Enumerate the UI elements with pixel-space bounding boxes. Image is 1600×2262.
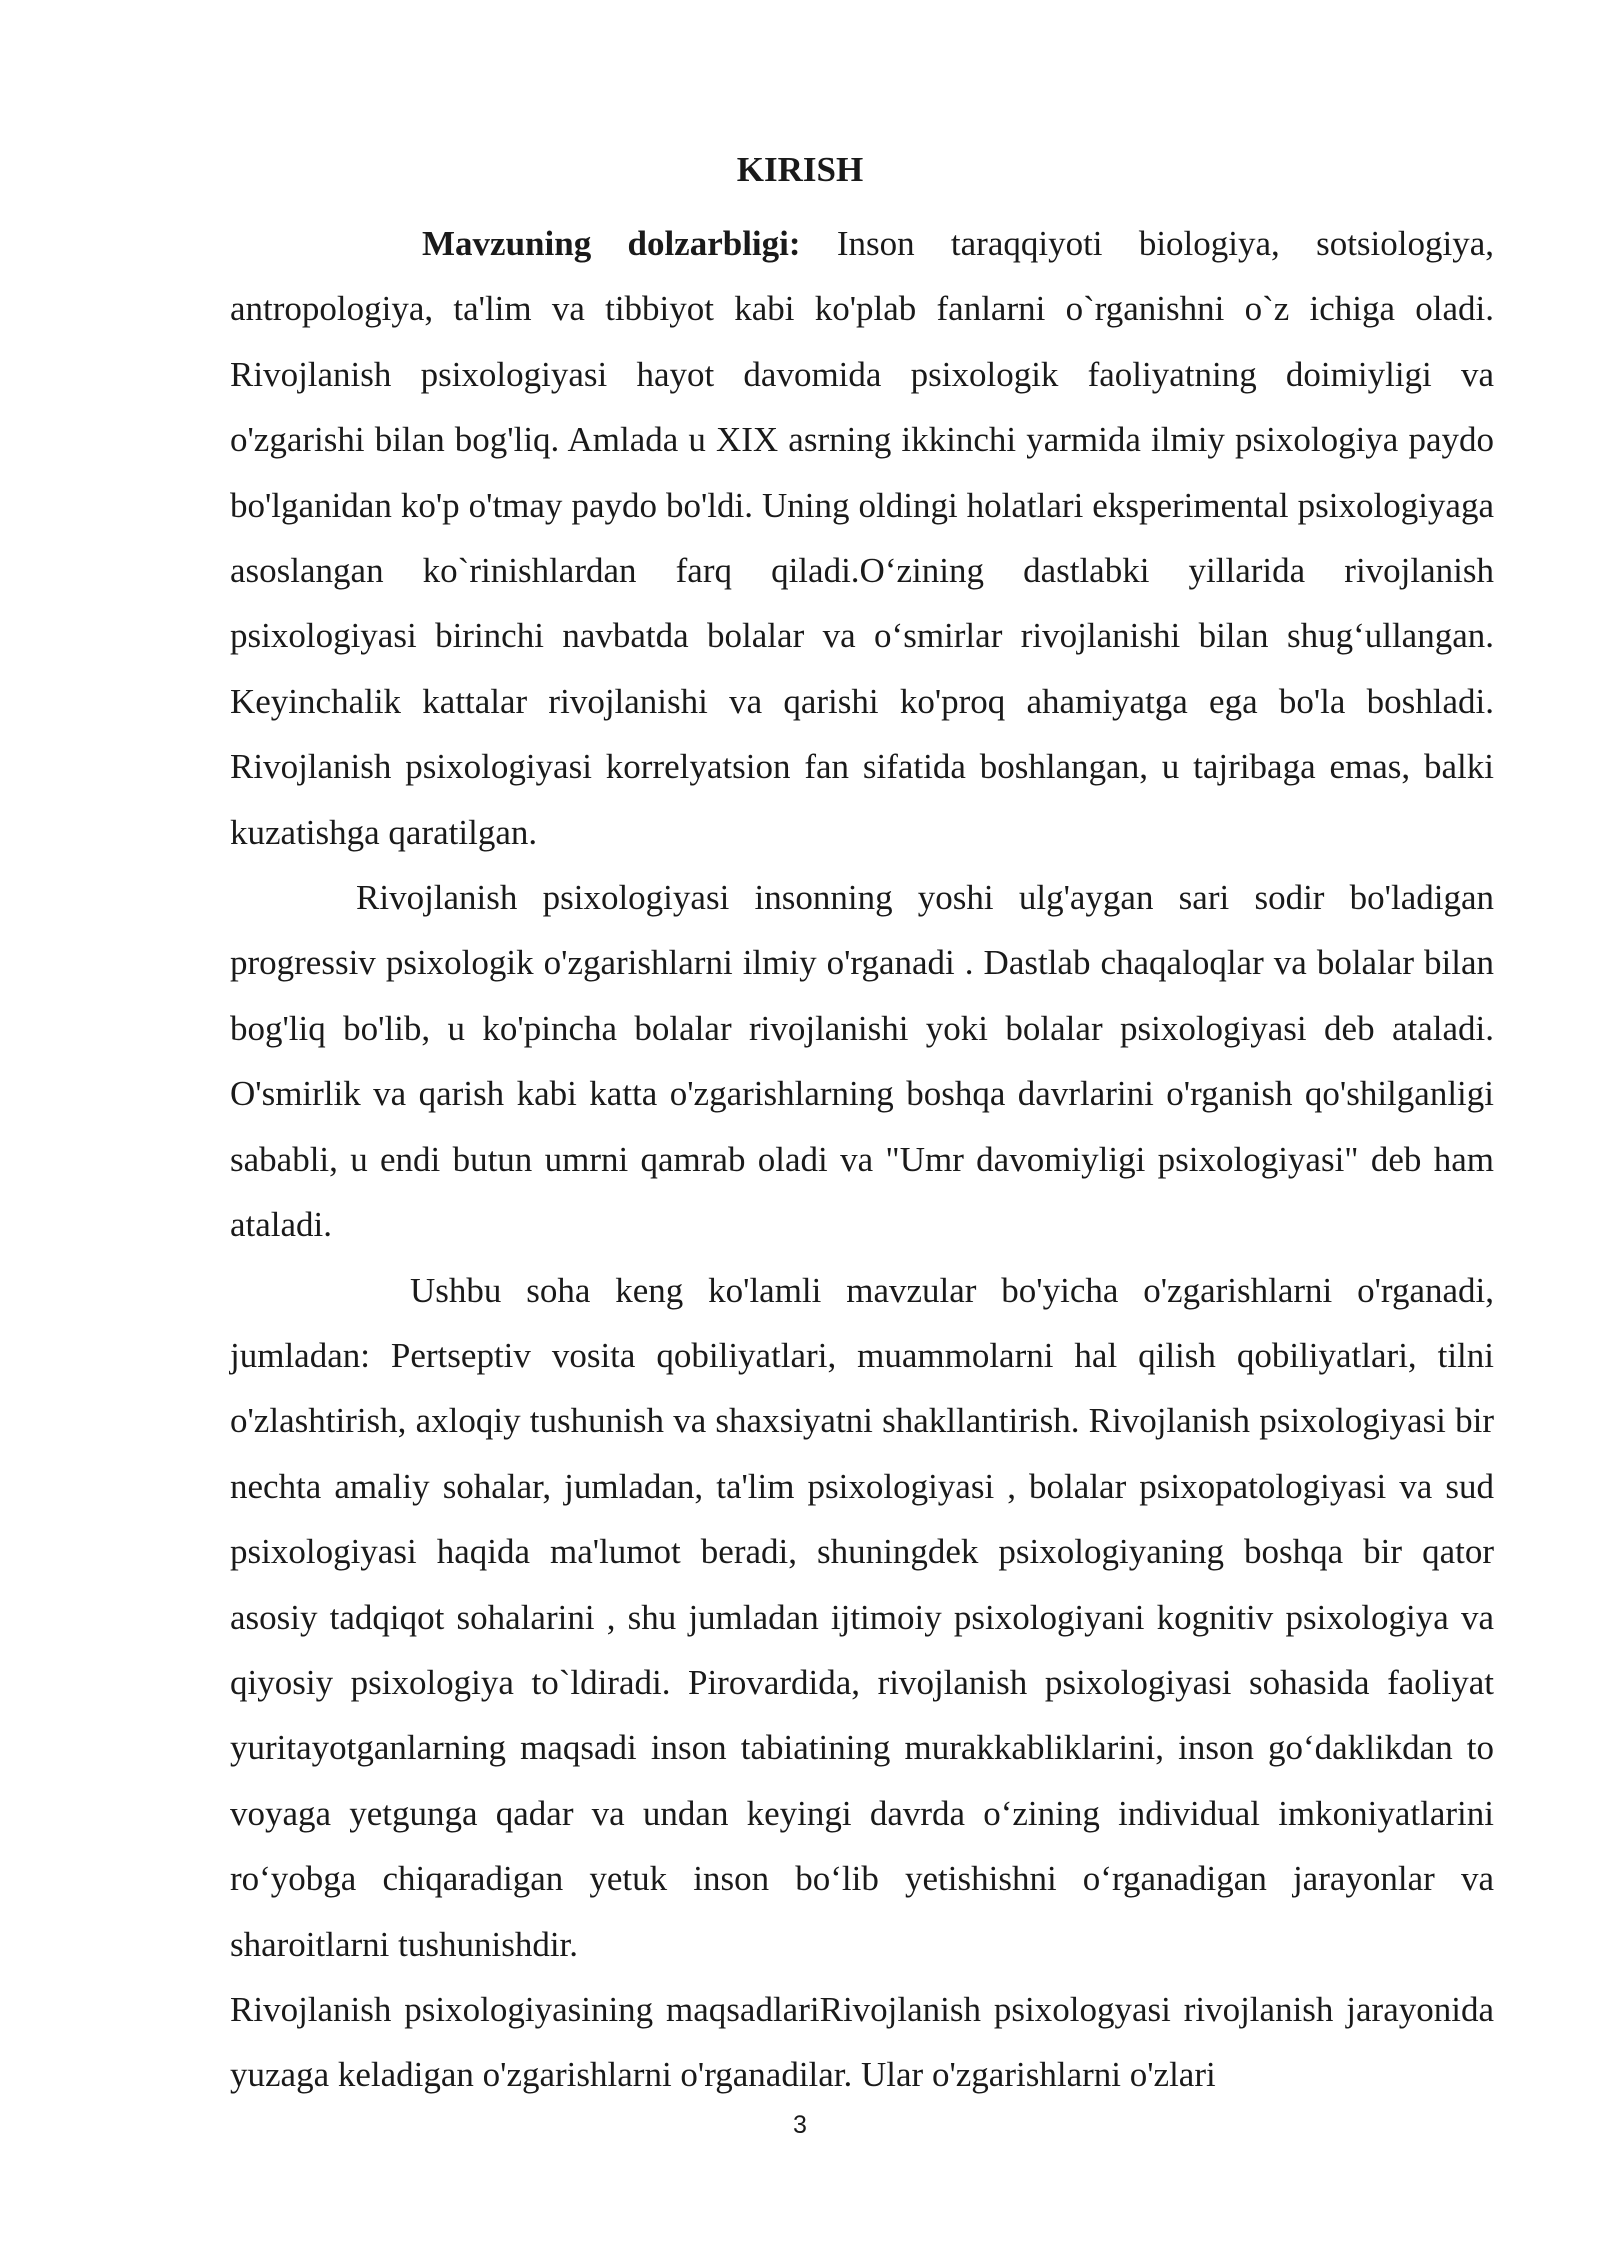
paragraph-goals	[230, 1977, 1494, 2108]
paragraph-text: Rivojlanish psixologiyasi insonning yoshi ulg'aygan sari sodir bo'ladigan progressiv psixologik o'zgarishlarni ilmiy o'rganadi . Dastlab chaqaloqlar va bolalar bilan bog'liq bo'lib, u ko'pincha bolalar rivojlanishi yoki bolalar psixologiyasi deb ataladi. O'smirlik va qarish kabi katta o'zgarishlarning boshqa davrlarini o'rganish qo'shilganligi sababli, u endi butun umrni qamrab oladi va "Umr davomiyligi psixologiyasi" deb ham ataladi.	[230, 878, 1494, 1245]
paragraph-relevance	[230, 211, 1494, 865]
paragraph-text: Inson taraqqiyoti biologiya, sotsiologiya, antropologiya, ta'lim va tibbiyot kabi ko'plab fanlarni o`rganishni o`z ichiga oladi. Rivojlanish psixologiyasi hayot davomida psixologik faoliyatning doimiyligi va o'zgarishi bilan bog'liq. Amlada u XIX asrning ikkinchi yarmida ilmiy psixologiya paydo bo'lganidan ko'p o'tmay paydo bo'ldi. Uning oldingi holatlari eksperimental psixologiyaga asoslangan ko`rinishlardan farq qiladi.O‘zining dastlabki yillarida rivojlanish psixologiyasi birinchi navbatda bolalar va o‘smirlar rivojlanishi bilan shug‘ullangan. Keyinchalik kattalar rivojlanishi va qarishi ko'proq ahamiyatga ega bo'la boshladi. Rivojlanish psixologiyasi korrelyatsion fan sifatida boshlangan, u tajribaga emas, balki kuzatishga qaratilgan.	[230, 224, 1494, 852]
page-title: KIRISH	[736, 150, 864, 189]
paragraph-text: Rivojlanish psixologiyasining maqsadlariRivojlanish psixologyasi rivojlanish jarayonida yuzaga keladigan o'zgarishlarni o'rganadilar. Ular o'zgarishlarni o'zlari	[230, 1989, 1494, 2095]
paragraph-scope	[230, 1258, 1494, 1977]
document-body	[230, 211, 1494, 2108]
paragraph-lead-heading: Mavzuning dolzarbligi:	[422, 224, 801, 263]
paragraph-definition	[230, 865, 1494, 1257]
paragraph-text: Ushbu soha keng ko'lamli mavzular bo'yicha o'zgarishlarni o'rganadi, jumladan: Pertseptiv vosita qobiliyatlari, muammolarni hal qilish qobiliyatlari, tilni o'zlashtirish, axloqiy tushunish va shaxsiyatni shakllantirish. Rivojlanish psixologiyasi bir nechta amaliy sohalar, jumladan, ta'lim psixologiyasi , bolalar psixopatologiyasi va sud psixologiyasi haqida ma'lumot beradi, shuningdek psixologiyaning boshqa bir qator asosiy tadqiqot sohalarini , shu jumladan ijtimoiy psixologiyani kognitiv psixologiya va qiyosiy psixologiya to`ldiradi. Pirovardida, rivojlanish psixologiyasi sohasida faoliyat yuritayotganlarning maqsadi inson tabiatining murakkabliklarini, inson go‘daklikdan to voyaga yetgunga qadar va undan keyingi davrda o‘zining individual imkoniyatlarini ro‘yobga chiqaradigan yetuk inson bo‘lib yetishishni o‘rganadigan jarayonlar va sharoitlarni tushunishdir.	[230, 1270, 1494, 1964]
page-number: 3	[793, 2111, 807, 2139]
